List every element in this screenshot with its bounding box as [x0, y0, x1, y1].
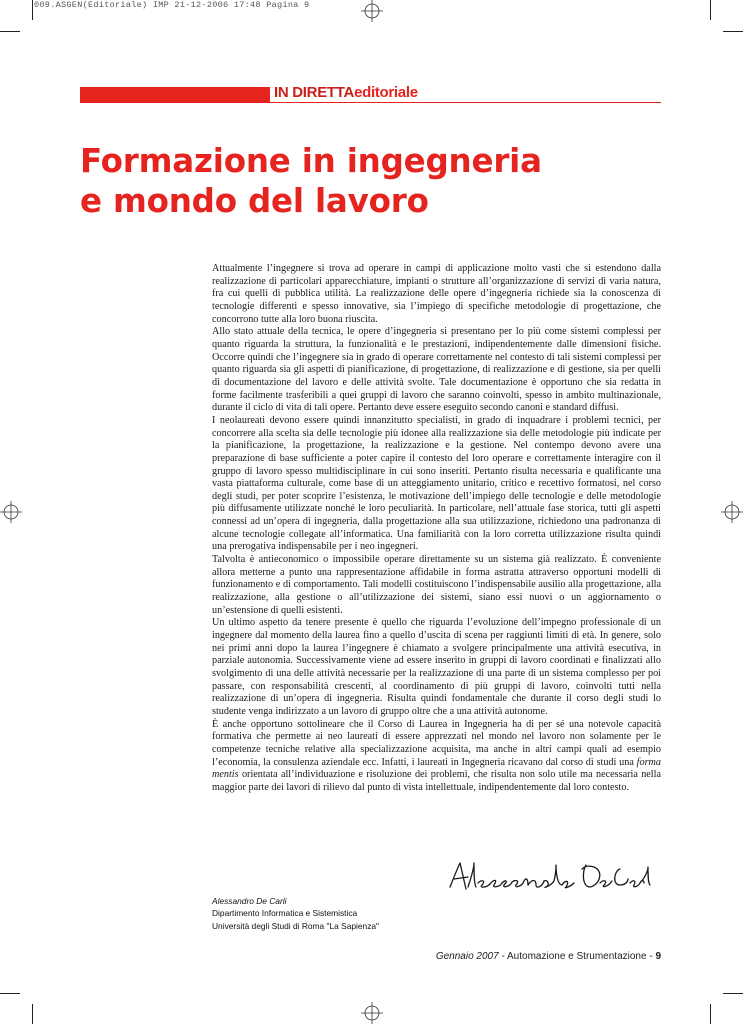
article-body [212, 263, 661, 795]
author-name: Alessandro De Carli [212, 896, 287, 906]
registration-mark-icon [361, 1002, 383, 1024]
crop-mark [710, 1004, 711, 1024]
section-header-bar [80, 87, 270, 103]
footer-separator: - [498, 951, 508, 962]
article-title [80, 141, 680, 221]
article-title-line: Formazione in ingegneria [80, 142, 542, 180]
body-paragraph [212, 719, 661, 795]
author-department: Dipartimento Informatica e Sistemistica [212, 908, 358, 919]
crop-mark [32, 1004, 33, 1024]
author-university: Università degli Studi di Roma "La Sapienza" [212, 920, 380, 931]
section-label: IN DIRETTA [274, 84, 355, 101]
crop-mark [32, 0, 33, 20]
body-paragraph: Talvolta è antieconomico o impossibile operare direttamente su un sistema già realizzato. È conveniente allora metterne a punto una rappresentazione affidabile in forma astratta attraverso opportuni modelli di funzionamento e di comportamento. Tali modelli costituiscono l’indispensabile ausilio alla progettazione, alla realizzazione, alla gestione o all’utilizzazione dei sistemi, siano essi nuovi o un aggiornamento o un’estensione di quelli esistenti. [212, 554, 661, 616]
registration-mark-icon [0, 501, 22, 523]
page-footer [436, 951, 661, 962]
registration-mark-icon [721, 501, 743, 523]
author-block [212, 895, 379, 932]
body-paragraph: Un ultimo aspetto da tenere presente è quello che riguarda l’evoluzione dell’impegno professionale di un ingegnere dal momento della laurea fino a quello d’uscita di scena per raggiunti limiti di età. In genere, solo nei primi anni dopo la laurea l’ingegnere è chiamato a svolgere principalmente una attività esecutiva, in parziale autonomia. Successivamente viene ad essere inserito in gruppi di lavoro coordinati e finalizzati allo svolgimento di una delle attività necessarie per la realizzazione di una parte di un sistema complesso per poi passare, con responsabilità crescenti, al coordinamento di più gruppi di lavoro, coinvolti tutti nella realizzazione di un’opera di ingegneria. Risulta quindi fondamentale che durante il corso degli studi lo studente venga indirizzato a un lavoro di gruppo oltre che a una attività autonome. [212, 617, 661, 717]
magazine-name: Automazione e Strumentazione [507, 951, 647, 962]
section-sublabel: editoriale [354, 84, 418, 101]
body-text-run: orientata all’individuazione e risoluzione dei problemi, che risulta non solo utile ma necessaria nella maggior parte dei lavori di rilievo dal punto di vista intellettuale, indipendentemente dal loro contesto. [212, 769, 661, 793]
crop-mark [0, 31, 20, 32]
section-header-rule [80, 102, 661, 103]
crop-mark [723, 993, 743, 994]
issue-date: Gennaio 2007 [435, 951, 499, 962]
body-paragraph: Attualmente l’ingegnere si trova ad operare in campi di applicazione molto vasti che si estendono dalla realizzazione di particolari apparecchiature, impianti o strutture all’organizzazione di servizi di varia natura, fra cui quelli di pubblica utilità. La realizzazione delle opere d’ingegneria richiede sia la conoscenza di tecnologie differenti e spesso innovative, sia l’impiego di specifiche metodologie di progettazione, che concorrono tutte alla loro buona riuscita. [212, 263, 661, 325]
page-number: 9 [655, 951, 661, 962]
print-slug: 009.ASGEN(Editoriale) IMP 21-12-2006 17:48 Pagina 9 [34, 0, 310, 10]
body-text-run: È anche opportuno sottolineare che il Corso di Laurea in Ingegneria ha di per sé una notevole capacità formativa che permette ai neo laureati di essere apprezzati nel mondo nel lavoro non solamente per le competenze tecniche relative alla specializzazione acquisita, ma anche in altri campi quali ad esempio l’economia, la consulenza aziendale ecc. Infatti, i laureati in Ingegneria ricavano dal corso di studi una [212, 718, 661, 768]
crop-mark [723, 31, 743, 32]
footer-separator: - [646, 951, 656, 962]
handwritten-signature [444, 857, 654, 901]
crop-mark [710, 0, 711, 20]
body-paragraph: Allo stato attuale della tecnica, le opere d’ingegneria si presentano per lo più come sistemi complessi per quanto riguarda la struttura, la funzionalità e le prestazioni, indipendentemente dalle dimensioni fisiche. Occorre quindi che l’ingegnere sia in grado di operare correttamente nel contesto di tali sistemi complessi per quanto riguarda sia gli aspetti di pianificazione, di progettazione, di realizzazione e di gestione, sia per quelli di documentazione del lavoro e delle attività svolte. Tale documentazione è opportuno che sia redatta in forme facilmente trasferibili a quei gruppi di lavoro che saranno coinvolti, spesso in ambito multinazionale, durante il ciclo di vita di tali opere. Pertanto deve essere eseguito secondo canoni e standard diffusi. [212, 326, 661, 414]
article-title-line: e mondo del lavoro [80, 182, 429, 220]
crop-mark [0, 993, 20, 994]
registration-mark-icon [361, 0, 383, 22]
body-italic-term: forma mentis [212, 756, 661, 781]
section-header [274, 84, 418, 101]
body-paragraph: I neolaureati devono essere quindi innanzitutto specialisti, in grado di inquadrare i problemi tecnici, per concorrere alla scelta sia delle tecnologie più idonee alla realizzazione sia delle metodologie più indicate per la pianificazione, la progettazione, la realizzazione e la gestione. Nel contempo devono avere una preparazione di base sufficiente a poter capire il contesto del loro operare e correttamente interagire con il gruppo di lavoro spesso multidisciplinare in cui sono inseriti. Pertanto risulta necessaria e qualificante una vasta piattaforma culturale, come base di un atteggiamento unitario, critico e recettivo formatosi, nel corso degli studi, per poter scoprire l’esistenza, le motivazione dell’impiego delle tecnologie e delle metodologie più diffusamente utilizzate nonché le loro peculiarità. In particolare, nell’attuale fase storica, tutti gli aspetti connessi ad un’opera di ingegneria, dalla progettazione alla sua utilizzazione, richiedono una padronanza di alcune tecnologie collegate all’informatica. Una familiarità con la loro corretta utilizzazione risulta quindi una prerogativa indispensabile per i neo ingegneri. [212, 414, 661, 553]
